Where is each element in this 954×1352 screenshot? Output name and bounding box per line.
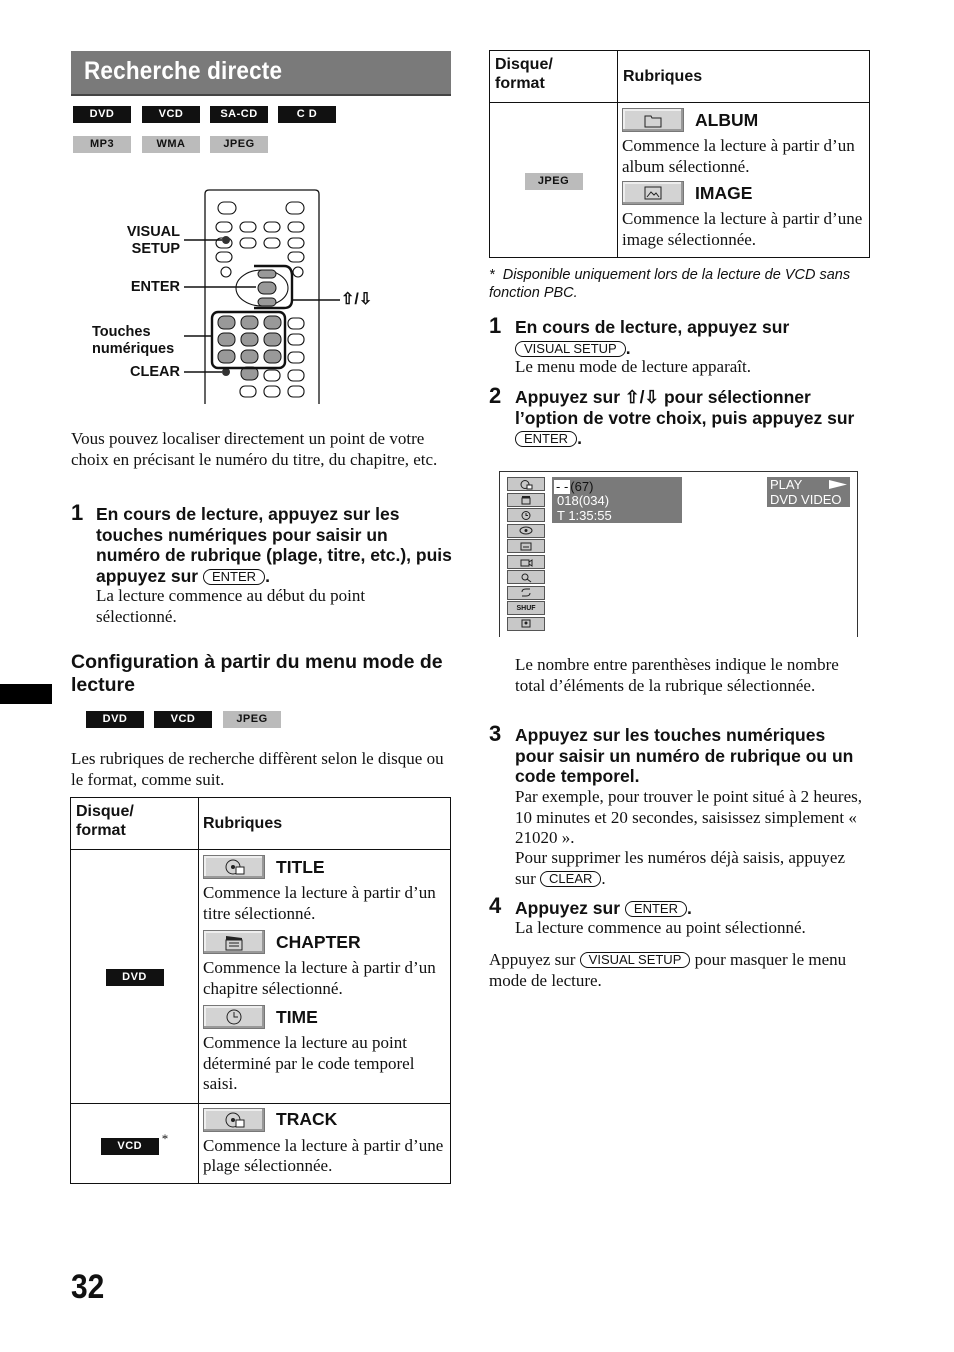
badge-vcd: VCD	[142, 106, 200, 123]
osd-clock-icon	[507, 508, 545, 522]
osd-total-count: (67)	[570, 479, 594, 494]
r-step2-text-b: pour sélectionner l’option de votre choix, puis appuyez sur	[515, 387, 855, 428]
osd-angle-icon	[507, 555, 545, 569]
left-step1-number: 1	[71, 500, 84, 525]
r-step3-instruction: Appuyez sur les touches numériques pour saisir un numéro de rubrique ou un code temporel.	[515, 725, 854, 786]
osd-zoom-icon	[507, 570, 545, 584]
left-step1-note: La lecture commence au début du point sélectionné.	[96, 586, 366, 626]
osd-title-icon	[507, 477, 545, 491]
badge-cd: C D	[278, 106, 336, 123]
badge-mp3: MP3	[73, 136, 131, 153]
left-step1-period: .	[265, 565, 270, 586]
jpeg-format-cell	[490, 103, 618, 258]
closing-paragraph	[489, 950, 864, 991]
dvd-format-cell	[71, 850, 199, 1104]
search-items-table	[70, 797, 451, 1184]
footnote-text: Disponible uniquement lors de la lecture de VCD sans fonction PBC.	[489, 267, 851, 301]
item-album-name: ALBUM	[695, 109, 759, 130]
r-step1-note: Le menu mode de lecture apparaît.	[515, 357, 751, 376]
osd-audio-icon	[507, 524, 545, 538]
subheading: Configuration à partir du menu mode de lecture	[71, 651, 443, 696]
closing-text-b: pour masquer le menu mode de lecture.	[489, 950, 847, 990]
r-step2-number: 2	[489, 383, 502, 408]
badge-dvd: DVD	[73, 106, 131, 123]
osd-icon-column	[507, 477, 545, 631]
badge-sub-vcd: VCD	[154, 711, 212, 728]
remote-label-visual-setup: VISUAL SETUP	[126, 224, 180, 257]
sub-intro: Les rubriques de recherche diffèrent selon le disque ou le format, comme suit.	[71, 749, 444, 789]
r-step3-note2-period: .	[601, 868, 606, 888]
footnote	[489, 266, 859, 302]
enter-key: ENTER	[515, 431, 577, 447]
item-chapter	[203, 928, 444, 999]
osd-line2: 018(034)	[557, 493, 610, 508]
item-time-desc: Commence la lecture au point déterminé par le code temporel saisi.	[203, 1033, 415, 1093]
osd-shuffle-icon: SHUF	[507, 601, 545, 615]
title-disc-icon	[203, 855, 265, 879]
item-title	[203, 853, 444, 924]
clock-icon	[203, 1005, 265, 1029]
jpeg-table-header-items-text: Rubriques	[623, 68, 703, 85]
r-step2-instruction	[515, 387, 865, 449]
picture-icon	[622, 181, 684, 205]
table-badge-jpeg: JPEG	[525, 173, 583, 190]
chapter-tab-marker	[0, 684, 52, 704]
osd-time-code: T 1:35:55	[557, 508, 612, 523]
enter-key: ENTER	[203, 569, 265, 585]
r-step1-text: En cours de lecture, appuyez sur	[515, 317, 790, 337]
page-number: 32	[71, 1268, 105, 1306]
track-disc-icon	[203, 1108, 265, 1132]
table-badge-dvd: DVD	[106, 969, 164, 986]
r-step3-note1: Par exemple, pour trouver le point situé à 2 heures, 10 minutes et 20 secondes, saisissez simplement « 21020 ».	[515, 787, 862, 847]
item-album-desc: Commence la lecture à partir d’un album sélectionné.	[622, 136, 855, 176]
r-step1-number: 1	[489, 313, 502, 338]
osd-screen	[499, 471, 858, 637]
r-step4-note: La lecture commence au point sélectionné.	[515, 918, 806, 937]
table-header-disc-text: Disque/ format	[76, 803, 134, 839]
osd-repeat-icon	[507, 586, 545, 600]
r-step4-number: 4	[489, 893, 502, 918]
jpeg-items-cell	[618, 103, 870, 258]
r-step3-number: 3	[489, 721, 502, 746]
left-step1-text: En cours de lecture, appuyez sur les touches numériques pour saisir un numéro de rubrique (plage, titre, etc.), puis appuyez sur	[96, 504, 452, 586]
folder-icon	[622, 108, 684, 132]
vcd-items-cell	[199, 1103, 451, 1183]
r-step3-note2	[515, 848, 865, 889]
r-step4-instruction	[515, 898, 865, 919]
section-title-bar	[71, 51, 451, 96]
item-time	[203, 1003, 444, 1095]
intro-paragraph: Vous pouvez localiser directement un point de votre choix en précisant le numéro du titre, du chapitre, etc.	[71, 429, 438, 469]
visual-setup-key: VISUAL SETUP	[580, 952, 691, 968]
item-image-name: IMAGE	[695, 182, 753, 203]
screen-note: Le nombre entre parenthèses indique le nombre total d’éléments de la rubrique sélectionnée.	[515, 655, 839, 695]
item-time-name: TIME	[276, 1006, 318, 1027]
badge-jpeg: JPEG	[210, 136, 268, 153]
vcd-format-cell	[71, 1103, 199, 1183]
chapter-clapper-icon	[203, 930, 265, 954]
remote-label-clear: CLEAR	[130, 364, 180, 380]
clear-key: CLEAR	[540, 871, 601, 887]
item-track-desc: Commence la lecture à partir d’une plage sélectionnée.	[203, 1135, 444, 1175]
jpeg-table-header-disc-text: Disque/ format	[495, 56, 553, 92]
osd-display-icon	[507, 617, 545, 631]
jpeg-items-table	[489, 50, 870, 258]
item-image-desc: Commence la lecture à partir d’une image sélectionnée.	[622, 209, 863, 249]
item-chapter-name: CHAPTER	[276, 931, 361, 952]
r-step2-period: .	[577, 428, 582, 448]
jpeg-table-header-disc	[490, 51, 618, 103]
remote-label-touches: Touches numériques	[92, 324, 175, 357]
table-header-disc	[71, 798, 199, 850]
badge-sacd: SA-CD	[210, 106, 268, 123]
table-header-items-text: Rubriques	[203, 815, 283, 832]
remote-label-enter: ENTER	[130, 279, 180, 295]
remote-label-arrows: ⇧/⇩	[341, 291, 373, 308]
osd-input-field: - -	[556, 479, 569, 494]
closing-text-a: Appuyez sur	[489, 950, 576, 969]
table-badge-vcd: VCD	[101, 1138, 159, 1155]
r-step4-period: .	[686, 898, 692, 918]
item-title-desc: Commence la lecture à partir d’un titre sélectionné.	[203, 883, 436, 923]
section-title: Recherche directe	[84, 57, 283, 85]
osd-subtitle-icon	[507, 539, 545, 553]
r-step3-note2-text: Pour supprimer les numéros déjà saisis, appuyez sur	[515, 848, 846, 888]
osd-disc-type: DVD VIDEO	[770, 492, 842, 507]
item-chapter-desc: Commence la lecture à partir d’un chapitre sélectionné.	[203, 958, 436, 998]
osd-status-box	[767, 477, 850, 507]
osd-info-box	[552, 477, 682, 523]
jpeg-table-header-items	[618, 51, 870, 103]
enter-key: ENTER	[625, 901, 687, 917]
dvd-items-cell	[199, 850, 451, 1104]
badge-wma: WMA	[142, 136, 200, 153]
r-step1-period: .	[625, 337, 631, 358]
left-step1-instruction	[96, 504, 454, 586]
footnote-mark: *	[489, 267, 495, 283]
item-title-name: TITLE	[276, 856, 325, 877]
vcd-footnote-mark: *	[161, 1130, 169, 1146]
r-step2-text-a: Appuyez sur	[515, 387, 621, 407]
osd-chapter-icon	[507, 493, 545, 507]
play-icon	[829, 480, 847, 489]
r-step4-text: Appuyez sur	[515, 898, 621, 918]
r-step1-instruction	[515, 317, 865, 358]
up-down-arrows-icon: ⇧/⇩	[624, 387, 660, 407]
table-header-items	[199, 798, 451, 850]
item-track-name: TRACK	[276, 1109, 338, 1129]
badge-sub-jpeg: JPEG	[223, 711, 281, 728]
badge-sub-dvd: DVD	[86, 711, 144, 728]
visual-setup-key: VISUAL SETUP	[515, 341, 626, 357]
osd-play-label: PLAY	[770, 477, 803, 492]
